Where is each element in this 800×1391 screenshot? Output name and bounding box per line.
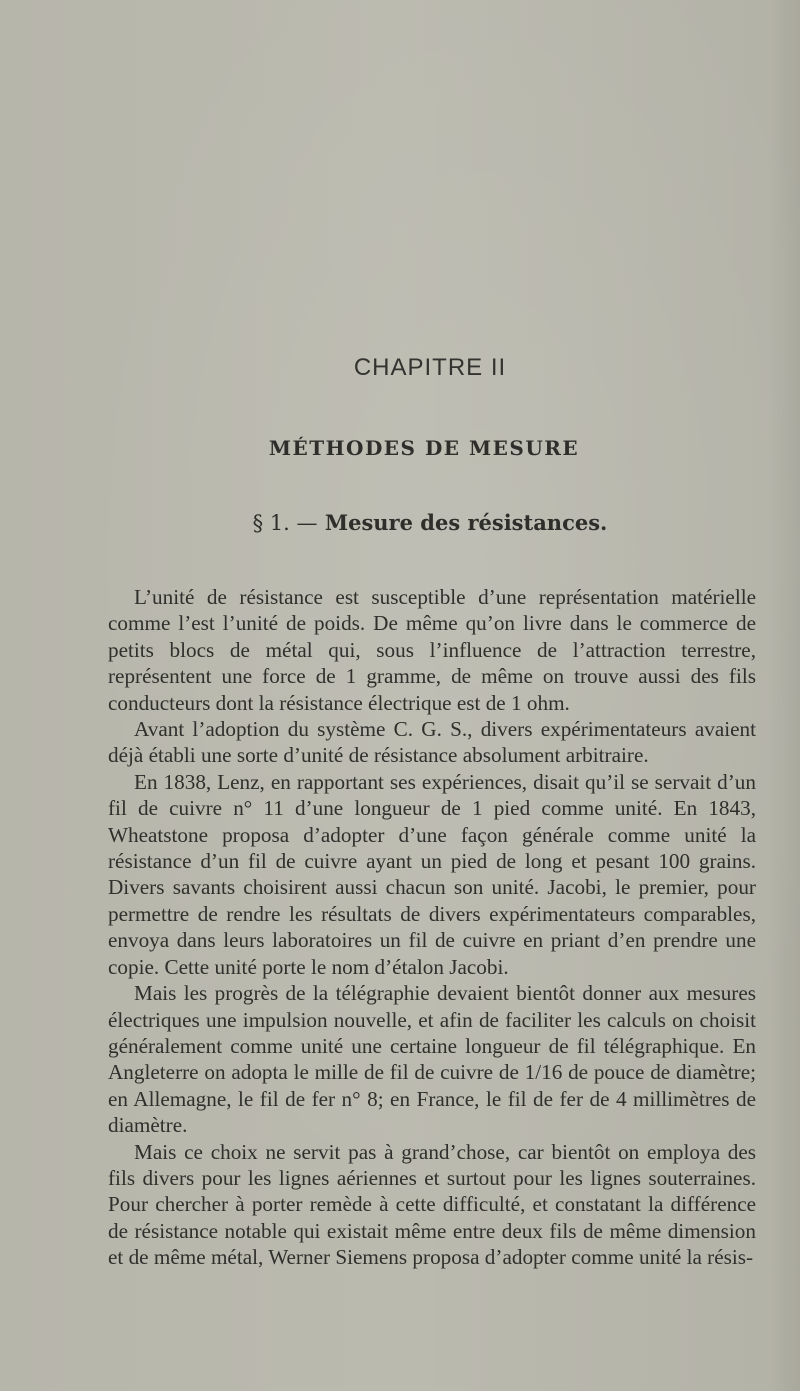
body-text — [108, 584, 756, 1271]
paragraph-3: En 1838, Lenz, en rapportant ses expériences, disait qu’il se servait d’un fil de cuivre n° 11 d’une longueur de 1 pied comme unité. En 1843, Wheatstone proposa d’adopter d’une façon générale comme unité la résistance d’un fil de cuivre ayant un pied de long et pesant 100 grains. Divers savants choisirent aussi chacun son unité. Jacobi, le premier, pour permettre de rendre les résultats de divers expérimentateurs comparables, envoya dans leurs laboratoires un fil de cuivre en priant d’en prendre une copie. Cette unité porte le nom d’étalon Jacobi. — [108, 769, 756, 979]
subsection-title: Mesure des résistances. — [324, 510, 608, 535]
subsection-number: § 1. — — [252, 511, 318, 535]
paragraph-1: L’unité de résistance est susceptible d’une représentation matérielle comme l’est l’unité de poids. De même qu’on livre dans le commerce de petits blocs de métal qui, sous l’influence de l’attraction terrestre, représentent une force de 1 gramme, de même on trouve aussi des fils conducteurs dont la résistance électrique est de 1 ohm. — [108, 585, 756, 715]
paragraph-4: Mais les progrès de la télégraphie devaient bientôt donner aux mesures électriques une impulsion nouvelle, et afin de faciliter les calculs on choisit généralement comme unité une certaine longueur de fil télégraphique. En Angleterre on adopta le mille de fil de cuivre de 1/16 de pouce de diamètre; en Allemagne, le fil de fer n° 8; en France, le fil de fer de 4 millimètres de diamètre. — [108, 981, 756, 1138]
paragraph-5: Mais ce choix ne servit pas à grand’chose, car bientôt on employa des fils divers pour les lignes aériennes et surtout pour les lignes souterraines. Pour chercher à porter remède à cette difficulté, et constatant la différence de résistance notable qui existait même entre deux fils de même dimension et de même métal, Werner Siemens proposa d’adopter comme unité la résis- — [108, 1139, 756, 1270]
paragraph-2: Avant l’adoption du système C. G. S., divers expérimentateurs avaient déjà établi une sorte d’unité de résistance absolument arbitraire. — [108, 717, 756, 768]
chapter-heading: CHAPITRE II — [353, 354, 507, 381]
section-title: MÉTHODES DE MESURE — [268, 436, 580, 460]
subsection-heading — [0, 510, 800, 535]
